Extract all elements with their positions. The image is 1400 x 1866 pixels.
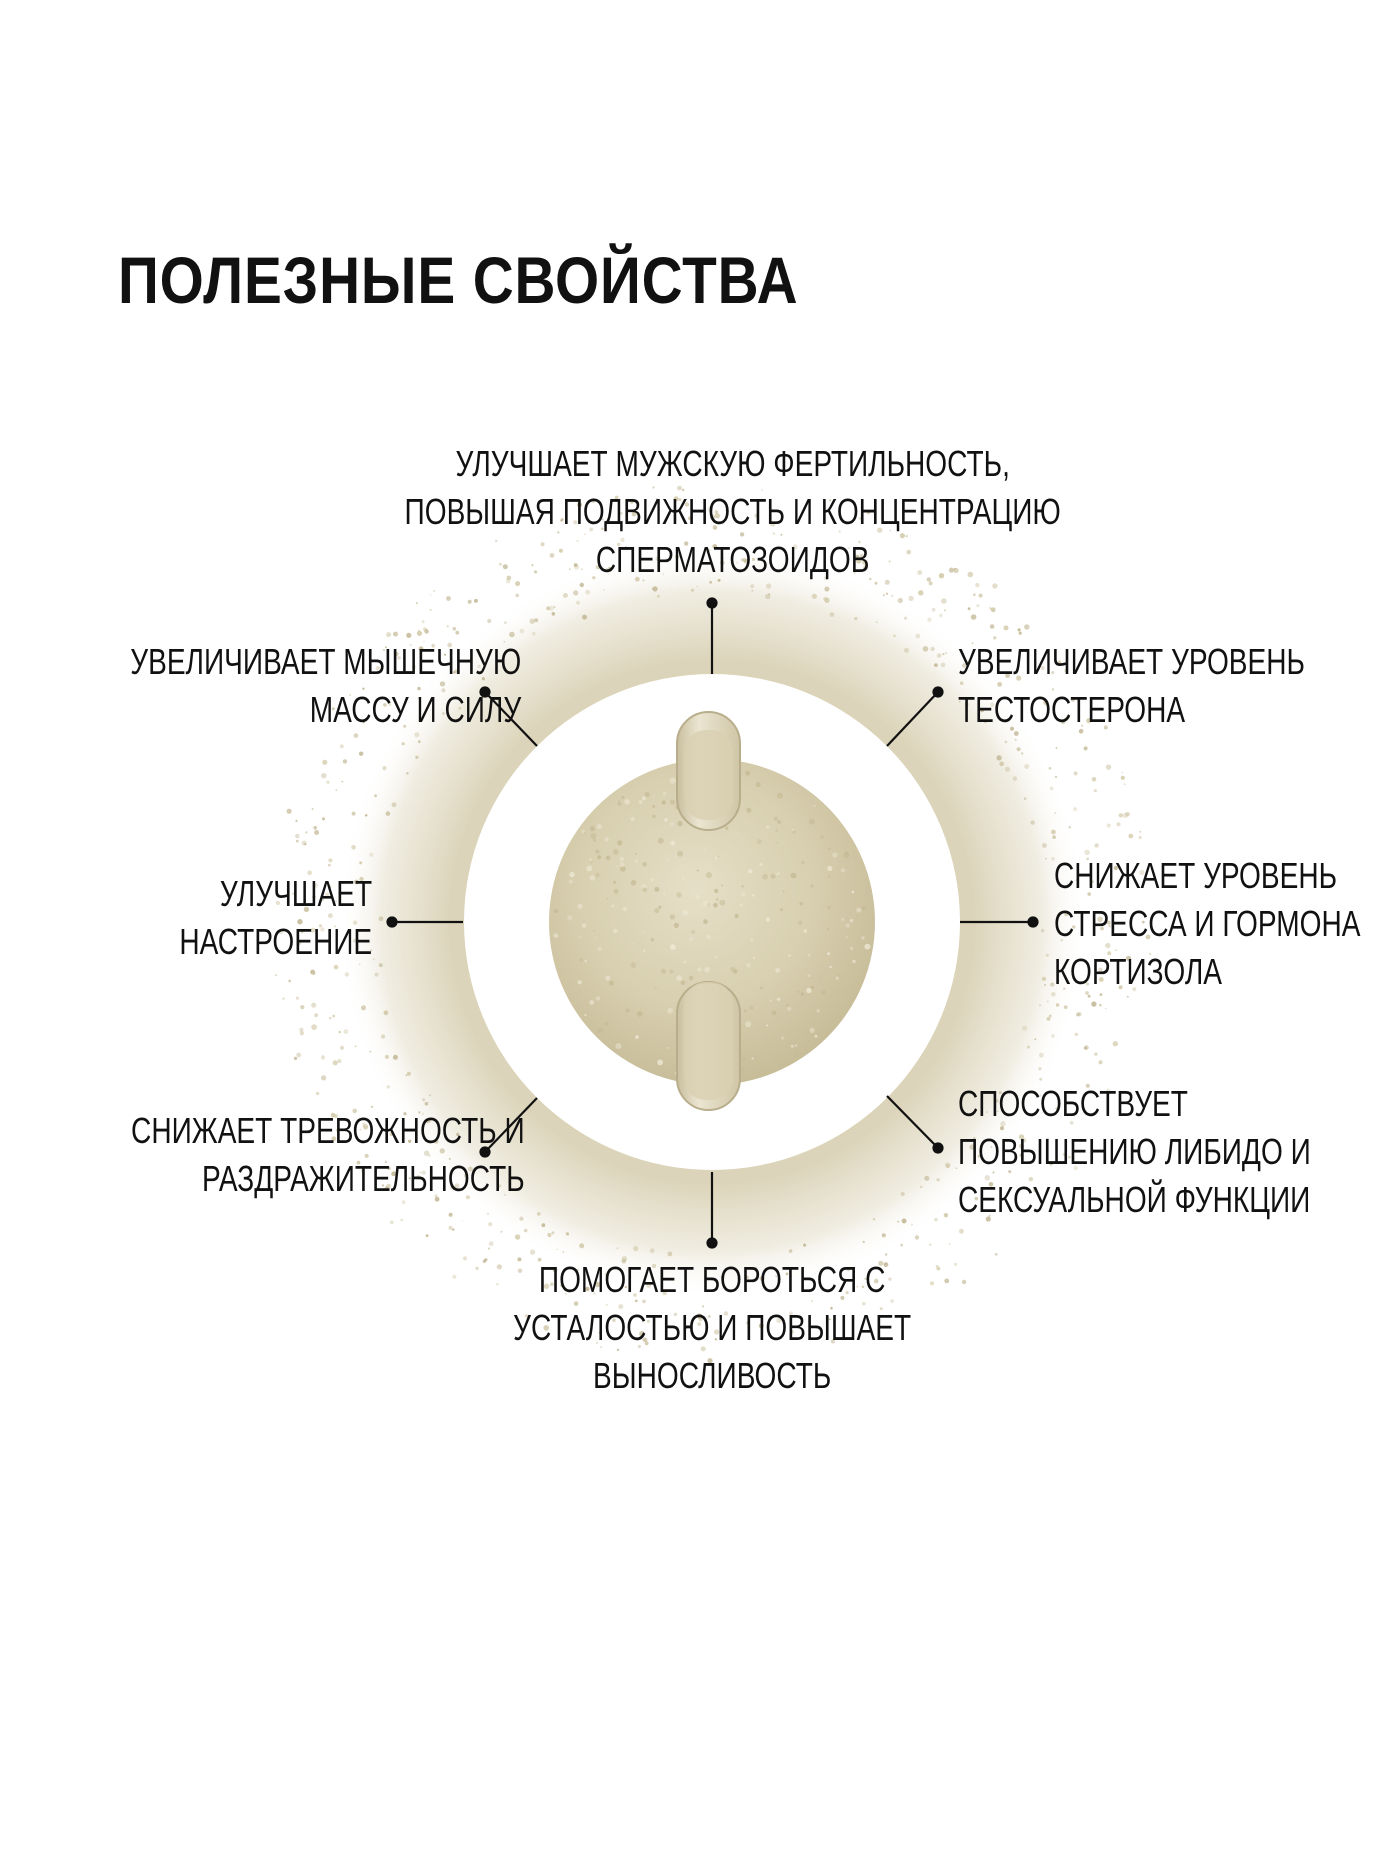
benefit-line: ПОВЫШЕНИЮ ЛИБИДО И (958, 1131, 1311, 1172)
benefit-line: МАССУ И СИЛУ (309, 689, 522, 730)
benefit-line: КОРТИЗОЛА (1054, 951, 1223, 992)
benefit-endurance (412, 1256, 1012, 1400)
benefit-line: УСТАЛОСТЬЮ И ПОВЫШАЕТ (512, 1307, 912, 1348)
capsule-bottom (677, 982, 740, 1110)
benefit-line: СТРЕССА И ГОРМОНА (1054, 903, 1361, 944)
benefit-line: СНИЖАЕТ УРОВЕНЬ (1054, 855, 1338, 896)
benefit-line: УЛУЧШАЕТ МУЖСКУЮ ФЕРТИЛЬНОСТЬ, (455, 443, 1010, 484)
benefit-fertility (312, 440, 1112, 584)
benefit-line: ПОВЫШАЯ ПОДВИЖНОСТЬ И КОНЦЕНТРАЦИЮ (404, 491, 1061, 532)
benefit-line: СПОСОБСТВУЕТ (958, 1083, 1188, 1124)
benefit-line: РАЗДРАЖИТЕЛЬНОСТЬ (201, 1158, 525, 1199)
benefit-libido (958, 1080, 1378, 1224)
benefit-line: УВЕЛИЧИВАЕТ МЫШЕЧНУЮ (130, 641, 522, 682)
benefit-anxiety (20, 1107, 525, 1203)
page-title: ПОЛЕЗНЫЕ СВОЙСТВА (118, 243, 799, 317)
benefit-line: ПОМОГАЕТ БОРОТЬСЯ С (538, 1259, 886, 1300)
capsule-top (677, 712, 740, 830)
benefit-line: ВЫНОСЛИВОСТЬ (592, 1355, 832, 1396)
benefit-line: СПЕРМАТОЗОИДОВ (595, 539, 870, 580)
benefit-stress (1054, 852, 1394, 996)
benefit-line: ТЕСТОСТЕРОНА (958, 689, 1186, 730)
benefit-muscle (20, 638, 522, 734)
benefit-line: СНИЖАЕТ ТРЕВОЖНОСТЬ И (131, 1110, 525, 1151)
benefit-line: СЕКСУАЛЬНОЙ ФУНКЦИИ (958, 1179, 1311, 1220)
benefit-testosterone (958, 638, 1378, 734)
benefit-mood (20, 870, 372, 966)
benefit-line: УВЕЛИЧИВАЕТ УРОВЕНЬ (958, 641, 1305, 682)
benefit-line: УЛУЧШАЕТ (219, 873, 372, 914)
benefit-line: НАСТРОЕНИЕ (179, 921, 372, 962)
